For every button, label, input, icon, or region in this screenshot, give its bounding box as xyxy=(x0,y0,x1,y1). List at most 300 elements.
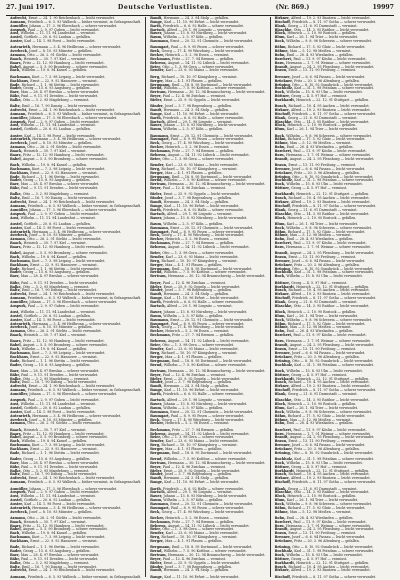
entry-name: Austel, xyxy=(10,35,24,40)
entry-text: Richard — 10. 10. 97 Königsberg — vermisst. xyxy=(161,443,238,448)
entry-text: Richard — 10. 10. 97 Königsberg — vermisst. xyxy=(161,535,238,540)
entry-name: Baars, xyxy=(10,152,23,157)
entry-name: Burkhardt, xyxy=(274,97,297,102)
entry-name: Buchholz, xyxy=(274,457,295,462)
entry-text: Georg — 4. 5. 97 Hof — vermisst. xyxy=(291,186,348,191)
entry-name: Aumann, xyxy=(10,203,28,208)
entry-text: Josef — 3. 7. 98 Regensburg — gefallen. xyxy=(164,104,233,109)
entry-name: Bachmann, xyxy=(10,443,33,448)
entry-name: Austel, xyxy=(10,221,24,226)
entry-text: Karl — 14. 1. 98 Forst — leicht verwundet. xyxy=(24,317,96,322)
entry-text: Ernst — 24. 1. 90 Reichenbach — leicht verwundet. xyxy=(28,476,115,481)
entry-text: Wilhelm — 11. 11. 94 Landeshut — vermisst. xyxy=(20,310,96,315)
entry-name: Bange, xyxy=(150,19,165,24)
entry-name: Behrens, xyxy=(150,244,168,249)
entry-text: Richard — 17. 5. 92 Glatz — leicht verwundet. xyxy=(287,229,366,234)
entry-name: Bach, xyxy=(10,347,22,352)
entry-name: Baum, xyxy=(150,405,164,410)
entry-text: Fritz — 12. 12. 95 Hamburg — leicht verwundet. xyxy=(22,339,105,344)
entry-text: Wilhelm — 19. 8. 94 Kassel — gefallen. xyxy=(21,255,88,260)
entry-name: Balke, xyxy=(10,560,23,565)
entry-name: Auster, xyxy=(10,39,25,44)
entry-name: Bertram, xyxy=(150,182,168,187)
entry-text: Wilhelm — 19. 8. 94 Kassel — gefallen. xyxy=(21,347,88,352)
entry-text: Otto — 14. 3. 95 Ratibor — leicht verwundet. xyxy=(293,27,370,32)
entry-text: Richard — 1. 1. 96 Stettin — leicht verwundet. xyxy=(21,82,100,87)
entry-name: Barth, xyxy=(150,299,164,304)
entry-text: Richard — 10. 4. 95 Aachen — leicht verwundet. xyxy=(288,104,370,109)
entry-name: Buchholz, xyxy=(274,362,295,367)
list-entry xyxy=(10,481,141,485)
entry-text: Gottlieb — 20. 6. 92 Lauban — gefallen. xyxy=(23,498,91,503)
entry-text: Kurt — 7. 3. 98 Leipzig — leicht verwundet. xyxy=(32,166,106,171)
entry-name: Böhme, xyxy=(274,233,290,238)
entry-text: Heinrich — 2. 10. 90 Rostock — gefallen. xyxy=(287,31,357,36)
entry-name: Berg, xyxy=(150,166,162,171)
entry-text: Friedrich — 8. 11. 97 Gotha — schwer verwundet. xyxy=(292,388,377,393)
entry-text: Friedrich — 6. 5. 93 Walbeck — bisher vermisst, in Gefangenschaft. xyxy=(27,480,142,485)
entry-name: Berger, xyxy=(150,78,165,83)
entry-text: Fritz — 27. 7. 94 Bremen — gefallen. xyxy=(172,149,235,153)
entry-text: Friedrich — 8. 11. 97 Gotha — schwer verwundet. xyxy=(292,111,377,116)
entry-text: Otto — 1. 3. 98 Gera — schwer verwundet. xyxy=(162,343,235,348)
entry-name: Backhaus, xyxy=(10,354,31,359)
entry-name: Aumann, xyxy=(10,480,28,485)
entry-text: August — 24. 2. 95 Flensburg — leicht verwundet. xyxy=(289,156,375,161)
entry-text: Wilhelm — 11. 11. 94 Landeshut — vermisst. xyxy=(20,402,96,407)
entry-name: Brückner, xyxy=(274,538,295,543)
entry-name: Brandt, xyxy=(274,435,290,440)
entry-text: Wilhelm — 19. 8. 94 Kassel — gefallen. xyxy=(21,439,88,444)
entry-name: Bähr, xyxy=(10,372,22,377)
entry-name: Beckmann, xyxy=(150,519,173,524)
entry-text: Hermann — 30. 12. 94 Braunschweig — leicht verwundet. xyxy=(167,553,266,557)
entry-text: Emil — 18. 8. 95 Dortmund — leicht verwundet. xyxy=(171,174,253,179)
entry-name: Bartsch, xyxy=(150,303,167,308)
entry-text: Emil — 16. 7. 90 Danzig — leicht verwundet. xyxy=(21,564,97,569)
entry-text: August — 24. 2. 95 Flensburg — leicht verwundet. xyxy=(289,251,375,256)
entry-text: Max — 28. 4. 97 Breslau — schwer verwundet. xyxy=(20,368,100,373)
entry-name: Babel, xyxy=(10,251,23,256)
entry-text: Otto — 26. 2. 91 Görlitz — leicht verwundet. xyxy=(27,329,102,334)
entry-text: Georg — 15. 6. 93 Augsburg — gefallen. xyxy=(23,362,91,367)
entry-name: Beckmann, xyxy=(150,427,173,432)
entry-name: Bange, xyxy=(150,203,165,208)
entry-name: Brenner, xyxy=(274,351,292,355)
entry-text: Max — 4. 1. 91 Plauen — gefallen. xyxy=(164,354,223,359)
entry-name: Beier, xyxy=(150,64,163,69)
entry-text: Georg — 15. 6. 93 Augsburg — gefallen. xyxy=(23,270,91,275)
entry-text: Fritz — 20. 3. 96 Altenburg — gefallen. xyxy=(294,170,360,175)
entry-name: Böhme, xyxy=(274,141,290,146)
entry-text: Max — 5. 12. 98 Meißen — vermisst. xyxy=(289,49,352,54)
entry-name: Binder, xyxy=(150,380,165,385)
entry-text: Ernst — 20. 12. 91 Chemnitz — leicht verwundet. xyxy=(170,317,254,322)
text-columns xyxy=(6,17,394,577)
entry-text: Heinrich — 2. 10. 90 Rostock — gefallen. xyxy=(287,123,357,128)
entry-name: Büttner, xyxy=(274,186,292,191)
entry-name: Born, xyxy=(274,523,286,528)
entry-text: Friedrich — 8. 11. 97 Gotha — schwer verwundet. xyxy=(292,296,377,301)
entry-text: Paul — 9. 11. 91 Dresden — leicht verwundet. xyxy=(21,94,99,99)
entry-text: Otto — 3. 2. 95 Magdeburg — vermisst. xyxy=(22,468,90,473)
entry-text: Otto — 14. 3. 95 Ratibor — leicht verwundet. xyxy=(293,303,370,308)
entry-text: Emil — 16. 7. 90 Danzig — leicht verwundet. xyxy=(21,472,97,477)
entry-text: Max — 5. 12. 98 Meißen — vermisst. xyxy=(289,417,352,422)
entry-name: Beck, xyxy=(150,325,162,330)
entry-text: Wilhelm — 2. 5. 97 Köln — gefallen. xyxy=(163,313,224,318)
entry-text: Wilhelm — 15. 8. 93 Ulm — leicht verwundet. xyxy=(286,182,363,187)
entry-name: Bader, xyxy=(10,362,24,367)
entry-text: Otto — 8. 10. 92 Osnabrück — leicht verwundet. xyxy=(292,174,374,179)
entry-text: Fritz — 27. 7. 94 Bremen — gefallen. xyxy=(172,56,235,61)
entry-name: Aumüller, xyxy=(10,486,30,491)
entry-name: Block, xyxy=(274,123,288,128)
entry-name: Beckmann, xyxy=(150,56,173,61)
entry-name: Beckmann, xyxy=(150,149,173,153)
list-entry xyxy=(150,576,265,580)
entry-text: Johann — 17. 3. 96 Ebersbach — schwer verwundet. xyxy=(29,299,118,304)
entry-name: Behrens, xyxy=(150,431,168,436)
entry-name: Bischoff, xyxy=(274,296,293,301)
entry-text: Richard — 10. 4. 95 Aachen — leicht verwundet. xyxy=(288,380,370,385)
entry-name: Auster, xyxy=(10,317,25,322)
entry-text: Karl — 31. 1. 98 Potsdam — schwer verwundet. xyxy=(294,178,375,183)
entry-text: Ernst — 22. 9. 92 Hannover — vermisst. xyxy=(30,78,98,83)
entry-text: Emil — 18. 8. 95 Dortmund — leicht verwundet. xyxy=(171,82,253,87)
entry-text: Otto — 8. 10. 92 Osnabrück — leicht verwundet. xyxy=(292,545,374,550)
entry-name: Bandt, xyxy=(150,476,164,481)
entry-name: Busch, xyxy=(274,472,289,477)
entry-text: Karl — 31. 1. 98 Potsdam — schwer verwundet. xyxy=(294,457,375,462)
entry-text: Gottlieb — 20. 6. 92 Lauban — gefallen. xyxy=(23,405,91,410)
entry-name: Baumann, xyxy=(150,317,171,322)
entry-text: Josef — 6. 6. 94 Passau — leicht verwundet. xyxy=(291,74,366,79)
entry-name: Bauer, xyxy=(150,310,164,315)
entry-name: Becker, xyxy=(150,421,166,426)
entry-name: Baumgart, xyxy=(150,229,171,234)
entry-text: Otto — 8. 10. 92 Osnabrück — leicht verwundet. xyxy=(292,266,374,271)
entry-text: Johann — 17. 3. 96 Ebersbach — schwer verwundet. xyxy=(29,23,118,28)
entry-text: Richard — 10. 4. 95 Aachen — leicht verwundet. xyxy=(288,564,370,569)
list-entry xyxy=(10,576,141,580)
entry-text: Ernst — 22. 9. 92 Hannover — vermisst. xyxy=(30,354,98,359)
entry-text: Alfred — 29. 1. 98 Liegnitz — vermisst. xyxy=(166,303,233,308)
entry-text: Georg — 21. 6. 91 Darmstadt — vermisst. xyxy=(287,299,358,304)
entry-name: Baack, xyxy=(10,519,24,524)
entry-name: Blaschke, xyxy=(274,398,294,403)
entry-name: Aumann, xyxy=(10,19,28,24)
entry-name: Aumüller, xyxy=(10,299,30,304)
entry-name: Böhm, xyxy=(274,137,288,142)
entry-name: Bartsch, xyxy=(150,119,167,124)
entry-text: Fritz — 27. 7. 94 Bremen — gefallen. xyxy=(172,427,235,432)
entry-name: Bachmann, xyxy=(10,258,33,263)
entry-text: Josef — 8. 10. 93 Münster — gefallen. xyxy=(29,325,93,330)
entry-text: Richard — 17. 5. 92 Glatz — leicht verwundet. xyxy=(287,137,366,142)
entry-text: August — 14. 11. 92 Lübeck — leicht verwundet. xyxy=(167,339,250,344)
entry-name: Bieler, xyxy=(150,192,164,197)
entry-text: Karl — 26. 1. 94 Trier — leicht verwundet. xyxy=(286,498,359,503)
entry-name: Bade, xyxy=(10,174,22,179)
entry-text: August — 5. 5. 90 Bromberg — schwer verwundet. xyxy=(22,435,108,440)
entry-text: Karl — 26. 1. 94 Trier — leicht verwundet. xyxy=(286,405,359,410)
entry-text: Karl — 23. 6. 93 Mainz — leicht verwundet. xyxy=(165,531,239,536)
entry-name: Backhaus, xyxy=(10,446,31,451)
entry-text: August — 14. 11. 92 Lübeck — leicht verwundet. xyxy=(167,152,250,157)
entry-text: Hermann — 24. 3. 94 Stolp — gefallen. xyxy=(163,200,230,205)
entry-text: Gottlieb — 20. 6. 92 Lauban — gefallen. xyxy=(23,35,91,40)
entry-name: Braun, xyxy=(274,255,289,260)
entry-text: Alfred — 19. 2. 93 Bautzen — leicht verwundet. xyxy=(290,384,371,389)
entry-text: Richard — 1. 1. 96 Stettin — leicht verwundet. xyxy=(21,450,100,455)
entry-name: Busch, xyxy=(274,564,289,569)
entry-name: Bauer, xyxy=(150,215,164,220)
entry-name: Busch, xyxy=(274,380,289,385)
entry-text: Alfred — 19. 2. 93 Bautzen — leicht verwundet. xyxy=(290,568,371,573)
entry-name: Auspurk, xyxy=(10,211,28,216)
entry-name: Brenner, xyxy=(274,258,292,263)
list-entry xyxy=(275,364,390,368)
entry-text: Karl — 11. 10. 96 Erfurt — leicht verwundet. xyxy=(164,480,240,485)
entry-name: Brandt, xyxy=(274,343,290,348)
entry-text: Friedrich — 6. 5. 93 Walbeck — bisher vermisst, in Gefangenschaft. xyxy=(27,296,142,301)
entry-text: Karl — 31. 1. 98 Potsdam — schwer verwundet. xyxy=(294,270,375,275)
entry-name: Baumgart, xyxy=(150,321,171,326)
entry-text: Wilhelm — 7. 5. 90 Kottbus — schwer verwundet. xyxy=(163,362,247,367)
entry-name: Bange, xyxy=(150,296,165,301)
entry-name: Böhme, xyxy=(274,509,290,514)
entry-text: Alfred — 29. 1. 98 Liegnitz — vermisst. xyxy=(166,119,233,124)
entry-name: Bernd, xyxy=(150,178,164,183)
column-1 xyxy=(6,17,145,577)
entry-text: Hermann — 3. 4. 96 Heilbronn — schwer verwundet. xyxy=(32,321,122,326)
entry-text: Josef — 8. 10. 93 Münster — gefallen. xyxy=(29,141,93,146)
entry-name: Bohn, xyxy=(274,421,287,426)
entry-name: Buck, xyxy=(274,182,287,187)
entry-text: Max — 4. 1. 91 Plauen — gefallen. xyxy=(164,78,223,83)
entry-name: Busch, xyxy=(274,104,289,109)
entry-name: Averbeck, xyxy=(10,49,30,54)
entry-name: Bock, xyxy=(274,39,287,44)
entry-text: Wilhelm — 7. 5. 90 Kottbus — schwer verwundet. xyxy=(163,457,247,462)
entry-text: Wilhelm — 9. 8. 96 Schwerin — schwer verwundet. xyxy=(286,317,372,322)
entry-text: Heinrich — 30. 7. 97 Kiel — vermisst. xyxy=(23,333,87,338)
entry-name: Bandt, xyxy=(150,292,164,297)
entry-name: Barth, xyxy=(150,207,164,212)
entry-text: Karl — 11. 10. 96 Erfurt — leicht verwundet. xyxy=(164,111,240,116)
entry-text: Ernst — 24. 1. 90 Reichenbach — leicht verwundet. xyxy=(28,16,115,20)
entry-name: Blank, xyxy=(274,486,288,491)
entry-text: Hermann — 24. 3. 94 Stolp — gefallen. xyxy=(163,476,230,481)
entry-name: Brenner, xyxy=(274,535,292,540)
entry-text: Richard — 17. 5. 92 Glatz — leicht verwundet. xyxy=(287,45,366,50)
entry-name: Babel, xyxy=(10,527,23,532)
entry-text: Hermann — 3. 4. 96 Heilbronn — schwer verwundet. xyxy=(32,229,122,234)
entry-text: Wilhelm — 2. 5. 97 Köln — gefallen. xyxy=(163,498,224,503)
entry-text: Richard — 10. 10. 97 Königsberg — vermisst. xyxy=(161,74,238,79)
entry-text: Emil — 28. 4. 93 Wiesbaden — gefallen. xyxy=(286,145,354,150)
entry-text: Richard — 17. 5. 92 Glatz — leicht verwundet. xyxy=(287,505,366,510)
entry-name: Blaschke, xyxy=(274,211,294,216)
entry-text: Wilhelm — 2. 5. 97 Köln — gefallen. xyxy=(163,221,224,226)
entry-name: Bange, xyxy=(150,388,165,393)
entry-text: Karl — 11. 10. 96 Erfurt — leicht verwundet. xyxy=(164,203,240,208)
entry-name: Babel, xyxy=(10,64,23,69)
entry-name: Bender, xyxy=(150,68,166,73)
entry-name: Baum, xyxy=(150,498,164,503)
entry-text: Karl — 11. 10. 96 Erfurt — leicht verwundet. xyxy=(164,388,240,393)
entry-name: Brüning, xyxy=(274,174,293,179)
entry-text: Hermann — 1. 7. 91 Weimar — schwer verwundet. xyxy=(286,60,371,65)
entry-text: Heinrich — 5. 2. 96 Essen — vermisst. xyxy=(165,329,230,334)
entry-name: Beier, xyxy=(150,251,163,256)
entry-text: Max — 5. 12. 98 Meißen — vermisst. xyxy=(289,141,352,146)
entry-text: Heinrich — 22. 12. 91 Stuttgart — gefallen. xyxy=(296,192,370,197)
entry-name: Aufrecht, xyxy=(10,292,29,297)
entry-name: Aufrecht, xyxy=(10,16,29,20)
entry-text: Ernst — 25. 9. 92 Oppeln — leicht verwundet. xyxy=(163,376,241,381)
entry-name: Axmann, xyxy=(10,329,28,334)
entry-text: Paul — 2. 9. 97 Guben — leicht verwundet. xyxy=(27,27,100,32)
entry-text: Otto — 26. 2. 91 Görlitz — leicht verwundet. xyxy=(27,515,102,520)
entry-text: Richard — 1. 1. 96 Stettin — leicht verwundet. xyxy=(21,266,100,271)
entry-text: Paul — 11. 9. 97 Köslin — leicht verwundet. xyxy=(293,519,367,524)
entry-text: Hermann — 1. 7. 91 Weimar — schwer verwundet. xyxy=(286,244,371,249)
entry-text: Richard — 10. 10. 97 Königsberg — vermisst. xyxy=(161,258,238,263)
entry-text: Hermann — 1. 7. 91 Weimar — schwer verwundet. xyxy=(286,523,371,528)
entry-name: Bartsch, xyxy=(150,490,167,495)
entry-text: Max — 28. 4. 97 Breslau — schwer verwundet. xyxy=(20,553,100,557)
entry-text: Paul — 12. 4. 96 Zwickau — vermisst. xyxy=(162,464,227,469)
entry-text: Paul — 12. 4. 96 Zwickau — vermisst. xyxy=(162,186,227,191)
entry-name: Bader, xyxy=(10,457,24,462)
entry-text: Paul — 9. 11. 91 Dresden — leicht verwundet. xyxy=(21,280,99,285)
entry-text: Heinrich — 22. 12. 91 Stuttgart — gefallen. xyxy=(296,468,370,473)
entry-text: Otto — 3. 2. 95 Magdeburg — vermisst. xyxy=(22,376,90,381)
entry-text: Friedrich — 6. 5. 93 Walbeck — bisher vermisst, in Gefangenschaft. xyxy=(27,19,142,24)
entry-name: Auster, xyxy=(10,501,25,506)
entry-text: Josef — 6. 6. 94 Passau — leicht verwundet. xyxy=(291,535,366,540)
entry-text: Paul — 8. 9. 95 Posen — schwer verwundet. xyxy=(170,413,245,418)
entry-text: Otto — 1. 3. 98 Gera — schwer verwundet. xyxy=(162,251,235,256)
entry-text: Heinrich — 5. 2. 96 Essen — vermisst. xyxy=(165,145,230,150)
entry-name: Block, xyxy=(274,215,288,220)
entry-name: Bade, xyxy=(10,545,22,550)
entry-text: Paul — 2. 9. 97 Guben — leicht verwundet. xyxy=(27,119,100,124)
entry-text: Friedrich — 6. 6. 92 Halle — schwer verwundet. xyxy=(163,391,244,396)
entry-text: Karl — 23. 6. 93 Mainz — leicht verwundet. xyxy=(165,255,239,260)
header-issue: (Nr. 869.) xyxy=(275,4,310,11)
entry-name: Auster, xyxy=(10,225,25,230)
entry-text: Emil — 16. 7. 90 Danzig — leicht verwundet. xyxy=(21,196,97,201)
entry-name: Autenrieth, xyxy=(10,321,33,326)
entry-name: Baumgart, xyxy=(150,505,171,510)
entry-text: Ernst — 22. 9. 92 Hannover — vermisst. xyxy=(30,170,98,175)
entry-name: Bach, xyxy=(10,531,22,536)
entry-text: Karl — 23. 6. 93 Mainz — leicht verwundet. xyxy=(165,163,239,168)
entry-name: Brüning, xyxy=(274,545,293,550)
entry-name: Baumgart, xyxy=(150,137,171,142)
entry-text: Paul — 9. 11. 91 Dresden — leicht verwundet. xyxy=(21,186,99,191)
entry-text: Johann — 17. 3. 96 Ebersbach — schwer verwundet. xyxy=(29,486,118,491)
entry-name: Bieler, xyxy=(150,97,164,102)
entry-name: Auster, xyxy=(10,133,25,138)
entry-name: Beyer, xyxy=(150,464,163,469)
entry-name: Backhaus, xyxy=(10,170,31,175)
entry-text: Fritz — 27. 7. 94 Bremen — gefallen. xyxy=(172,241,235,246)
entry-text: Karl — 14. 1. 98 Forst — leicht verwundet. xyxy=(24,133,96,138)
entry-text: Georg — 17. 4. 90 Würzburg — leicht verwundet. xyxy=(161,141,245,146)
entry-name: Baars, xyxy=(10,60,23,65)
list-entry xyxy=(150,246,265,250)
entry-name: Auster, xyxy=(10,409,25,414)
entry-text: Ernst — 13. 11. 90 Freiburg — vermisst. xyxy=(288,255,357,260)
entry-text: Wilhelm — 9. 8. 96 Schwerin — schwer verwundet. xyxy=(286,39,372,44)
entry-name: Birkner, xyxy=(274,292,291,297)
entry-name: Averbeck, xyxy=(10,141,30,146)
entry-name: Axmann, xyxy=(10,515,28,520)
entry-name: Büttner, xyxy=(274,556,292,561)
entry-text: Max — 4. 1. 91 Plauen — gefallen. xyxy=(164,170,223,175)
entry-name: Blank, xyxy=(274,23,288,28)
entry-name: Bauer, xyxy=(150,494,164,499)
entry-name: Brandt, xyxy=(274,156,290,161)
entry-name: Baars, xyxy=(10,339,23,344)
entry-text: August — 5. 5. 90 Bromberg — schwer verwundet. xyxy=(22,527,108,532)
entry-name: Bock, xyxy=(274,501,287,506)
entry-name: Baltz, xyxy=(10,564,22,569)
entry-name: Berger, xyxy=(150,170,165,175)
entry-name: Bergmann, xyxy=(150,82,172,87)
entry-name: Burkhardt, xyxy=(274,192,297,197)
entry-text: Paul — 9. 11. 91 Dresden — leicht verwundet. xyxy=(21,556,99,561)
entry-text: Max — 5. 12. 98 Meißen — vermisst. xyxy=(289,509,352,514)
entry-text: Wilhelm — 11. 11. 94 Landeshut — vermisst. xyxy=(20,31,96,36)
entry-name: Blaschke, xyxy=(274,490,294,495)
entry-name: Bock, xyxy=(274,133,287,138)
entry-text: Hermann — 3. 4. 96 Heilbronn — schwer verwundet. xyxy=(32,505,122,510)
entry-text: Josef — 8. 10. 93 Münster — gefallen. xyxy=(29,509,93,514)
entry-name: Bock, xyxy=(274,317,287,322)
entry-text: August — 5. 5. 90 Bromberg — schwer verwundet. xyxy=(22,343,108,348)
entry-name: Borchert, xyxy=(274,56,294,61)
entry-text: Hermann — 1. 7. 91 Weimar — schwer verwundet. xyxy=(286,339,371,344)
entry-text: Hermann — 1. 7. 91 Weimar — schwer verwundet. xyxy=(286,431,371,436)
entry-name: Baum, xyxy=(150,221,164,226)
entry-name: Bade, xyxy=(10,450,22,455)
entry-name: Auspurk, xyxy=(10,490,28,495)
entry-text: Karl — 23. 6. 93 Mainz — leicht verwundet. xyxy=(165,68,239,73)
entry-text: Hermann — 30. 12. 94 Braunschweig — leicht verwundet. xyxy=(167,90,266,95)
entry-name: Auspurk, xyxy=(10,27,28,32)
entry-text: Max — 28. 4. 97 Breslau — schwer verwundet. xyxy=(20,90,100,95)
entry-text: Georg — 4. 5. 97 Hof — vermisst. xyxy=(291,280,348,285)
entry-name: Axmann, xyxy=(10,145,28,150)
entry-name: Borchert, xyxy=(274,149,294,153)
entry-name: Bange, xyxy=(150,480,165,485)
entry-name: Büttner, xyxy=(274,94,292,99)
entry-name: Bieler, xyxy=(150,468,164,473)
entry-text: Otto — 3. 2. 95 Magdeburg — vermisst. xyxy=(22,97,90,102)
entry-text: Paul — 9. 11. 91 Dresden — leicht verwundet. xyxy=(21,372,99,377)
entry-text: Heinrich — 30. 7. 97 Kiel — vermisst. xyxy=(23,519,87,524)
entry-name: Bergmann, xyxy=(150,266,172,271)
entry-text: Paul — 8. 9. 95 Posen — schwer verwundet. xyxy=(170,45,245,50)
entry-name: Aufrecht, xyxy=(10,200,29,205)
entry-text: Emil — 18. 8. 95 Dortmund — leicht verwundet. xyxy=(171,545,253,550)
entry-name: Braun, xyxy=(274,68,289,73)
